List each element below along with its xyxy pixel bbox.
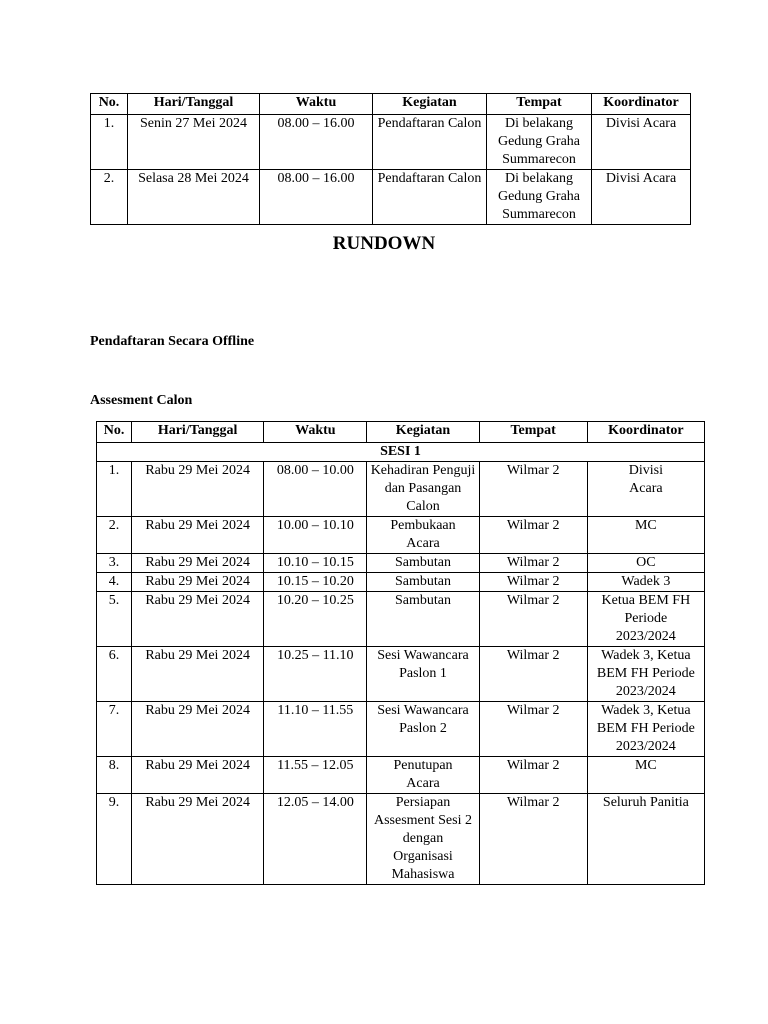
section-heading-assessment: Assesment Calon <box>90 393 193 408</box>
cell-place: Wilmar 2 <box>479 573 587 592</box>
cell-activity: Sambutan <box>367 554 479 573</box>
cell-no: 7. <box>97 702 132 757</box>
table-row <box>97 517 705 554</box>
header-activity: Kegiatan <box>373 94 487 115</box>
cell-no: 1. <box>91 115 128 170</box>
session-label: SESI 1 <box>97 443 705 462</box>
cell-no: 2. <box>91 170 128 225</box>
cell-date: Rabu 29 Mei 2024 <box>132 462 264 517</box>
cell-date: Rabu 29 Mei 2024 <box>132 757 264 794</box>
table-row <box>97 592 705 647</box>
header-time: Waktu <box>260 94 373 115</box>
table-header-row <box>91 94 691 115</box>
cell-place: Wilmar 2 <box>479 647 587 702</box>
header-activity: Kegiatan <box>367 422 479 443</box>
cell-no: 9. <box>97 794 132 885</box>
cell-date: Rabu 29 Mei 2024 <box>132 592 264 647</box>
table-row <box>91 115 691 170</box>
cell-no: 3. <box>97 554 132 573</box>
cell-activity: Sesi Wawancara Paslon 2 <box>367 702 479 757</box>
header-coordinator: Koordinator <box>592 94 691 115</box>
cell-date: Rabu 29 Mei 2024 <box>132 702 264 757</box>
table-row <box>97 794 705 885</box>
registration-table <box>90 93 691 225</box>
cell-date: Rabu 29 Mei 2024 <box>132 647 264 702</box>
cell-place: Wilmar 2 <box>479 702 587 757</box>
cell-no: 8. <box>97 757 132 794</box>
cell-place: Wilmar 2 <box>479 517 587 554</box>
header-no: No. <box>97 422 132 443</box>
cell-time: 08.00 – 10.00 <box>264 462 367 517</box>
table-row <box>97 462 705 517</box>
page-title: RUNDOWN <box>332 233 436 254</box>
cell-coordinator: Divisi Acara <box>587 462 704 517</box>
cell-activity: Pendaftaran Calon <box>373 170 487 225</box>
header-no: No. <box>91 94 128 115</box>
cell-no: 5. <box>97 592 132 647</box>
cell-coordinator: Wadek 3 <box>587 573 704 592</box>
table-row <box>97 757 705 794</box>
cell-coordinator: MC <box>587 517 704 554</box>
table-row <box>97 554 705 573</box>
cell-coordinator: Ketua BEM FH Periode 2023/2024 <box>587 592 704 647</box>
cell-no: 6. <box>97 647 132 702</box>
table-row <box>97 647 705 702</box>
cell-place: Wilmar 2 <box>479 592 587 647</box>
cell-date: Rabu 29 Mei 2024 <box>132 573 264 592</box>
cell-place: Di belakang Gedung Graha Summarecon <box>487 115 592 170</box>
session-row <box>97 443 705 462</box>
cell-time: 11.55 – 12.05 <box>264 757 367 794</box>
cell-time: 12.05 – 14.00 <box>264 794 367 885</box>
cell-place: Wilmar 2 <box>479 554 587 573</box>
cell-place: Wilmar 2 <box>479 794 587 885</box>
cell-coordinator: MC <box>587 757 704 794</box>
cell-date: Rabu 29 Mei 2024 <box>132 554 264 573</box>
cell-place: Wilmar 2 <box>479 757 587 794</box>
cell-no: 4. <box>97 573 132 592</box>
cell-time: 08.00 – 16.00 <box>260 170 373 225</box>
header-date: Hari/Tanggal <box>132 422 264 443</box>
cell-coordinator: Divisi Acara <box>592 115 691 170</box>
cell-date: Selasa 28 Mei 2024 <box>128 170 260 225</box>
table-header-row <box>97 422 705 443</box>
header-place: Tempat <box>479 422 587 443</box>
header-date: Hari/Tanggal <box>128 94 260 115</box>
cell-activity: Kehadiran Penguji dan Pasangan Calon <box>367 462 479 517</box>
cell-time: 10.10 – 10.15 <box>264 554 367 573</box>
section-heading-offline: Pendaftaran Secara Offline <box>90 334 255 349</box>
cell-time: 10.00 – 10.10 <box>264 517 367 554</box>
cell-no: 2. <box>97 517 132 554</box>
cell-time: 10.25 – 11.10 <box>264 647 367 702</box>
cell-time: 08.00 – 16.00 <box>260 115 373 170</box>
cell-coordinator: Seluruh Panitia <box>587 794 704 885</box>
cell-activity: Persiapan Assesment Sesi 2 dengan Organisasi Mahasiswa <box>367 794 479 885</box>
table-row <box>97 702 705 757</box>
cell-date: Senin 27 Mei 2024 <box>128 115 260 170</box>
cell-activity: Sambutan <box>367 573 479 592</box>
cell-coordinator: Divisi Acara <box>592 170 691 225</box>
cell-coordinator: Wadek 3, Ketua BEM FH Periode 2023/2024 <box>587 647 704 702</box>
cell-activity: Pembukaan Acara <box>367 517 479 554</box>
cell-no: 1. <box>97 462 132 517</box>
header-coordinator: Koordinator <box>587 422 704 443</box>
cell-coordinator: Wadek 3, Ketua BEM FH Periode 2023/2024 <box>587 702 704 757</box>
cell-place: Wilmar 2 <box>479 462 587 517</box>
cell-activity: Sambutan <box>367 592 479 647</box>
cell-activity: Sesi Wawancara Paslon 1 <box>367 647 479 702</box>
cell-activity: Penutupan Acara <box>367 757 479 794</box>
table-row <box>91 170 691 225</box>
table-row <box>97 573 705 592</box>
cell-time: 10.20 – 10.25 <box>264 592 367 647</box>
cell-time: 11.10 – 11.55 <box>264 702 367 757</box>
header-time: Waktu <box>264 422 367 443</box>
cell-time: 10.15 – 10.20 <box>264 573 367 592</box>
cell-activity: Pendaftaran Calon <box>373 115 487 170</box>
cell-date: Rabu 29 Mei 2024 <box>132 517 264 554</box>
assessment-table <box>96 421 705 885</box>
header-place: Tempat <box>487 94 592 115</box>
cell-date: Rabu 29 Mei 2024 <box>132 794 264 885</box>
cell-place: Di belakang Gedung Graha Summarecon <box>487 170 592 225</box>
cell-coordinator: OC <box>587 554 704 573</box>
